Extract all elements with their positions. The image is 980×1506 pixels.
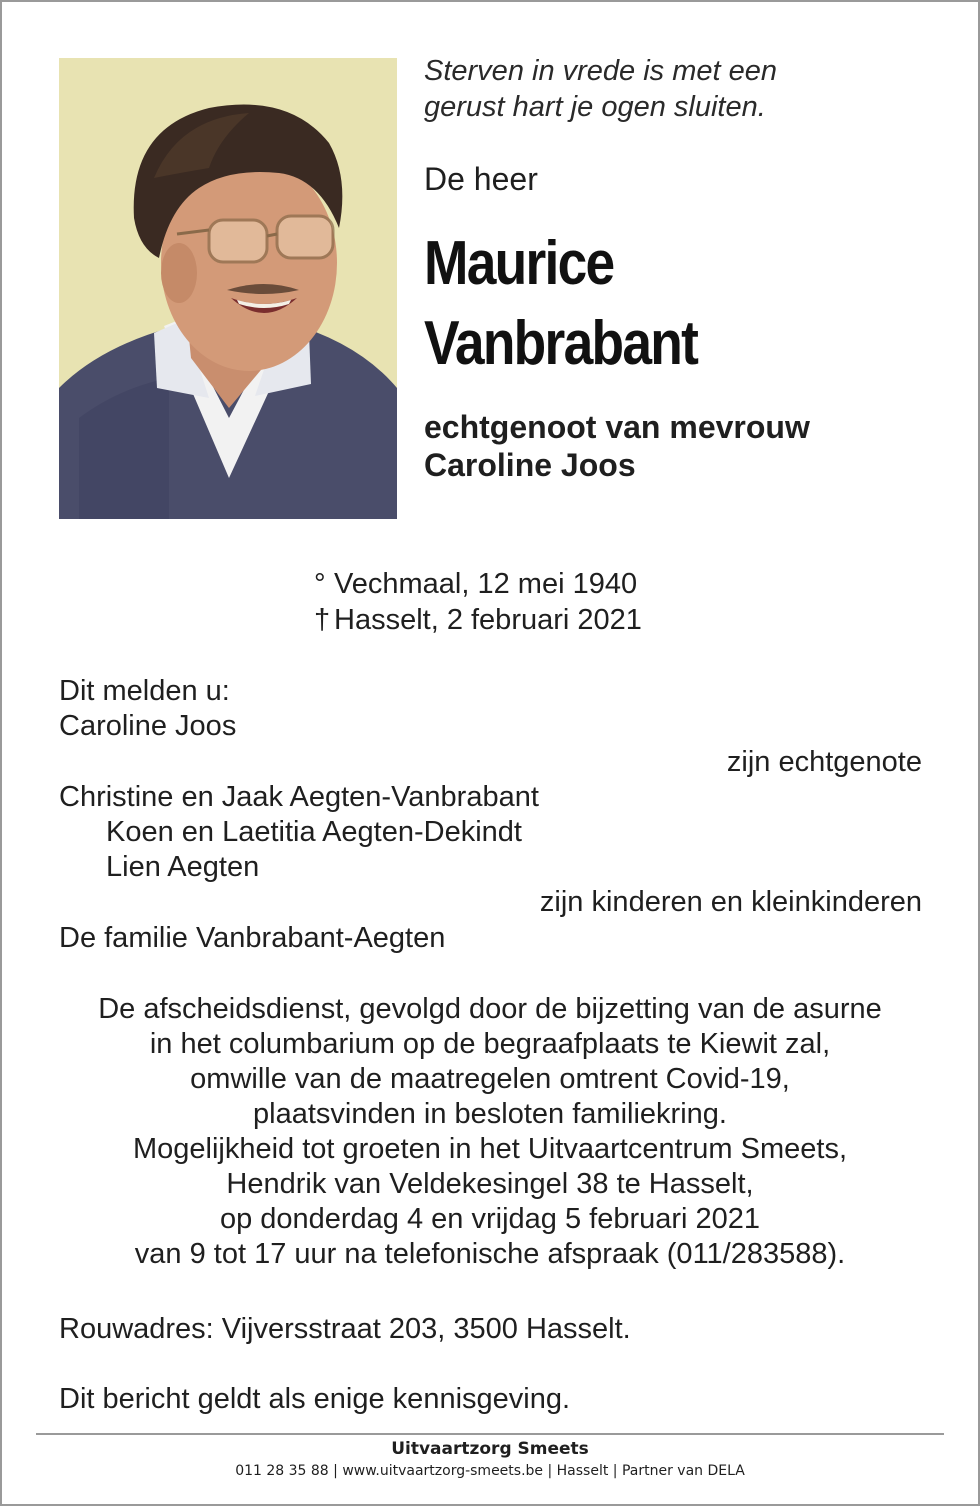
funeral-company: Uitvaartzorg Smeets — [391, 1439, 589, 1459]
service-details — [30, 992, 950, 1272]
honorific: De heer — [424, 161, 538, 197]
life-dates — [314, 566, 642, 638]
birth-line — [314, 566, 642, 602]
spouse-prefix: echtgenoot van mevrouw — [424, 409, 810, 445]
announcement-intro: Dit melden u: — [59, 675, 230, 707]
last-name: Vanbrabant — [424, 309, 698, 378]
first-name: Maurice — [424, 229, 614, 298]
footer-divider — [36, 1433, 944, 1435]
spouse-role: zijn echtgenote — [726, 746, 922, 778]
death-line — [314, 602, 642, 638]
service-line: plaatsvinden in besloten familiekring. — [253, 1098, 727, 1130]
mourning-address: Rouwadres: Vijversstraat 203, 3500 Hasselt. — [59, 1313, 631, 1345]
service-line: van 9 tot 17 uur na telefonische afspraak (011/283588). — [134, 1238, 846, 1270]
spouse-relation — [424, 408, 810, 484]
birth-date: Vechmaal, 12 mei 1940 — [334, 568, 638, 600]
service-line: Hendrik van Veldekesingel 38 te Hasselt, — [226, 1168, 754, 1200]
portrait-photo — [59, 58, 397, 519]
spouse-name: Caroline Joos — [424, 447, 636, 483]
quote-line: gerust hart je ogen sluiten. — [424, 91, 766, 123]
death-date: Hasselt, 2 februari 2021 — [334, 604, 642, 636]
grandchild-mourner: Koen en Laetitia Aegten-Dekindt — [106, 816, 522, 848]
deceased-name — [424, 224, 697, 384]
children-role: zijn kinderen en kleinkinderen — [539, 886, 922, 918]
service-line: Mogelijkheid tot groeten in het Uitvaartcentrum Smeets, — [132, 1133, 848, 1165]
notice-text: Dit bericht geldt als enige kennisgeving. — [59, 1383, 571, 1415]
quote-line: Sterven in vrede is met een — [424, 55, 778, 87]
birth-symbol: ° — [314, 568, 326, 600]
service-line: op donderdag 4 en vrijdag 5 februari 2021 — [219, 1203, 761, 1235]
child-mourner: Christine en Jaak Aegten-Vanbrabant — [59, 781, 539, 813]
service-line: in het columbarium op de begraafplaats te Kiewit zal, — [149, 1028, 831, 1060]
grandchild-mourner: Lien Aegten — [106, 851, 260, 883]
cross-icon: † — [314, 604, 331, 636]
service-line: De afscheidsdienst, gevolgd door de bijzetting van de asurne — [98, 993, 882, 1025]
service-line: omwille van de maatregelen omtrent Covid-19, — [190, 1063, 790, 1095]
memorial-quote — [424, 53, 777, 125]
family-mourner: De familie Vanbrabant-Aegten — [59, 922, 446, 954]
spouse-mourner: Caroline Joos — [59, 710, 237, 742]
company-contact: 011 28 35 88 | www.uitvaartzorg-smeets.be | Hasselt | Partner van DELA — [235, 1463, 745, 1479]
